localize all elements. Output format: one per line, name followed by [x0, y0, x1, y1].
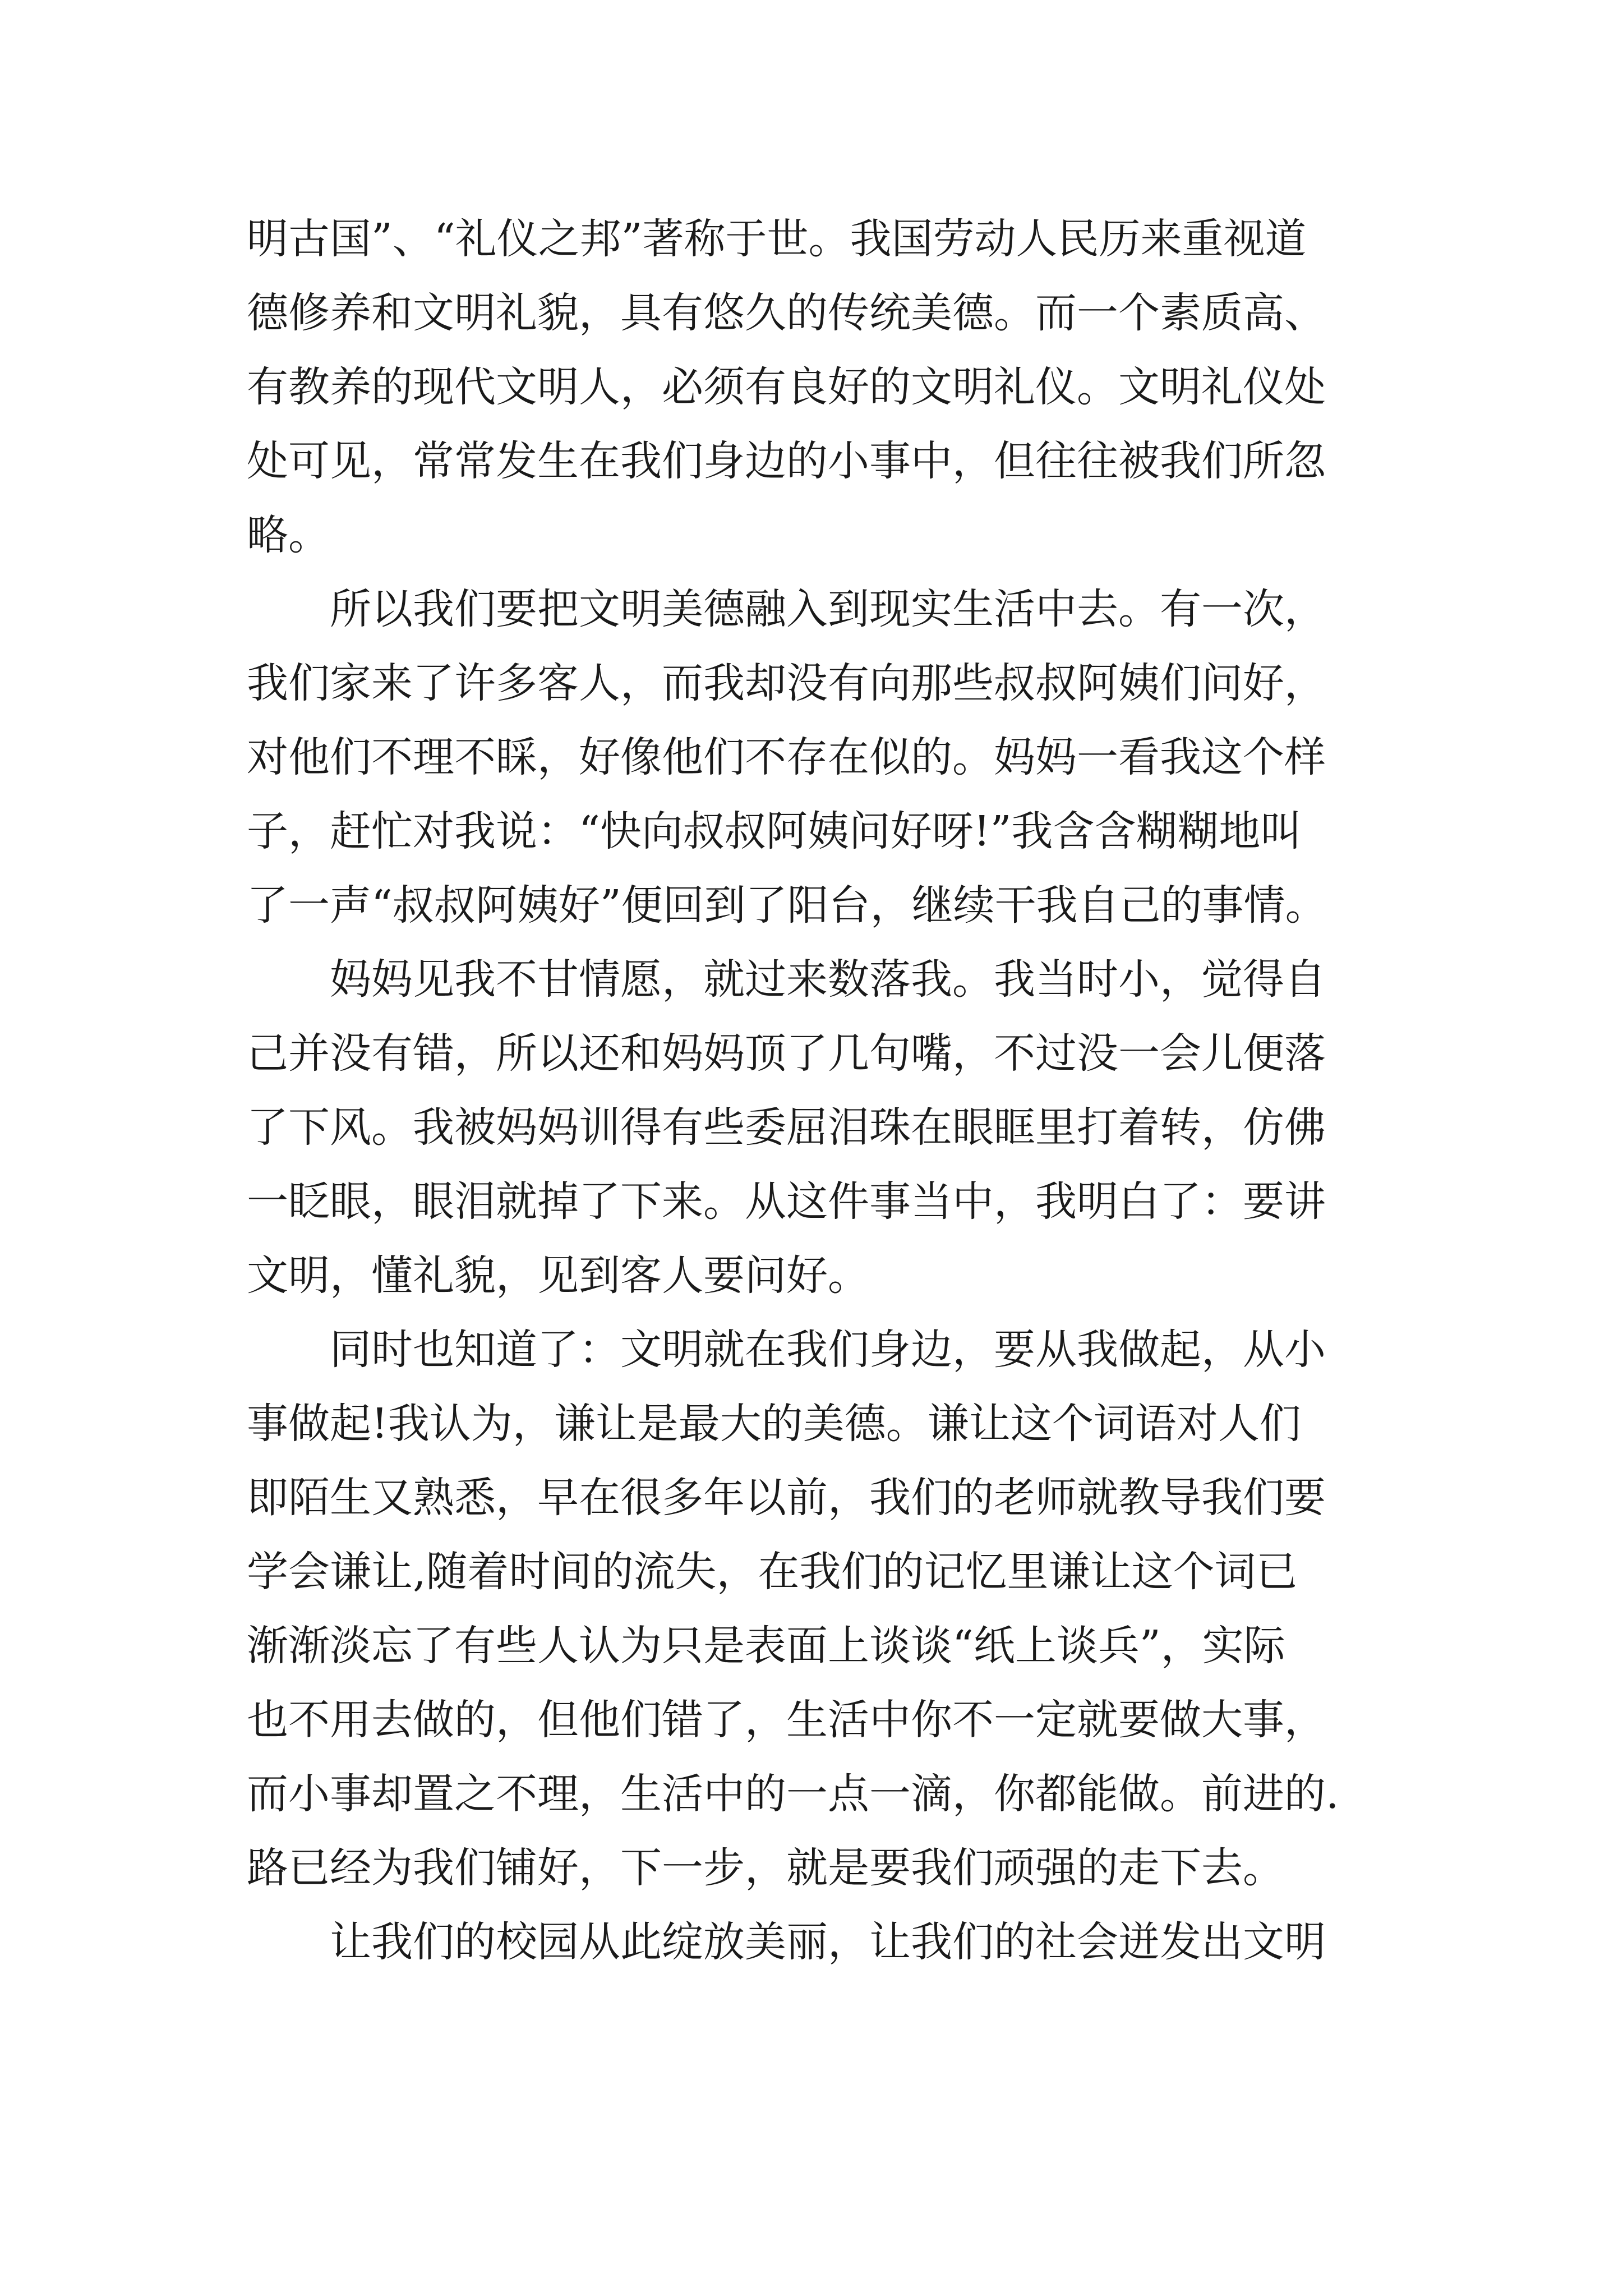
text-line: 即陌生又熟悉，早在很多年以前，我们的老师就教导我们要: [247, 1474, 1326, 1522]
text-line: 也不用去做的，但他们错了，生活中你不一定就要做大事，: [247, 1696, 1326, 1744]
paragraph-first-line: 所以我们要把文明美德融入到现实生活中去。有一次，: [330, 585, 1326, 633]
text-line: 事做起!我认为，谦让是最大的美德。谦让这个词语对人们: [247, 1400, 1301, 1448]
text-line: 己并没有错，所以还和妈妈顶了几句嘴，不过没一会儿便落: [247, 1029, 1326, 1078]
paragraph-first-line: 妈妈见我不甘情愿，就过来数落我。我当时小，觉得自: [330, 955, 1326, 1004]
paragraph-first-line: 同时也知道了：文明就在我们身边，要从我做起，从小: [330, 1326, 1326, 1374]
text-line: 德修养和文明礼貌，具有悠久的传统美德。而一个素质高、: [247, 289, 1326, 337]
text-line: 了下风。我被妈妈训得有些委屈泪珠在眼眶里打着转，仿佛: [247, 1103, 1326, 1152]
text-line: 子，赶忙对我说：“快向叔叔阿姨问好呀!”我含含糊糊地叫: [247, 807, 1302, 855]
document-body: [247, 202, 1391, 1979]
text-line: 有教养的现代文明人，必须有良好的文明礼仪。文明礼仪处: [247, 363, 1326, 411]
text-line: 而小事却置之不理，生活中的一点一滴，你都能做。前进的.: [247, 1770, 1339, 1818]
text-line: 处可见，常常发生在我们身边的小事中，但往往被我们所忽: [247, 437, 1326, 485]
text-line: 略。: [247, 511, 330, 559]
text-line: 学会谦让,随着时间的流失，在我们的记忆里谦让这个词已: [247, 1548, 1298, 1596]
text-line: 我们家来了许多客人，而我却没有向那些叔叔阿姨们问好，: [247, 659, 1326, 707]
paragraph-first-line: 让我们的校园从此绽放美丽，让我们的社会迸发出文明: [330, 1918, 1326, 1966]
text-line: 渐渐淡忘了有些人认为只是表面上谈谈“纸上谈兵”，实际: [247, 1622, 1285, 1670]
text-line: 一眨眼，眼泪就掉了下来。从这件事当中，我明白了：要讲: [247, 1177, 1326, 1226]
text-line: 了一声“叔叔阿姨好”便回到了阳台，继续干我自己的事情。: [247, 881, 1327, 930]
text-line: 路已经为我们铺好，下一步，就是要我们顽强的走下去。: [247, 1844, 1284, 1892]
text-line: 明古国”、“礼仪之邦”著称于世。我国劳动人民历来重视道: [247, 215, 1307, 263]
text-line: 对他们不理不睬，好像他们不存在似的。妈妈一看我这个样: [247, 733, 1326, 781]
text-line: 文明，懂礼貌，见到客人要问好。: [247, 1251, 869, 1300]
